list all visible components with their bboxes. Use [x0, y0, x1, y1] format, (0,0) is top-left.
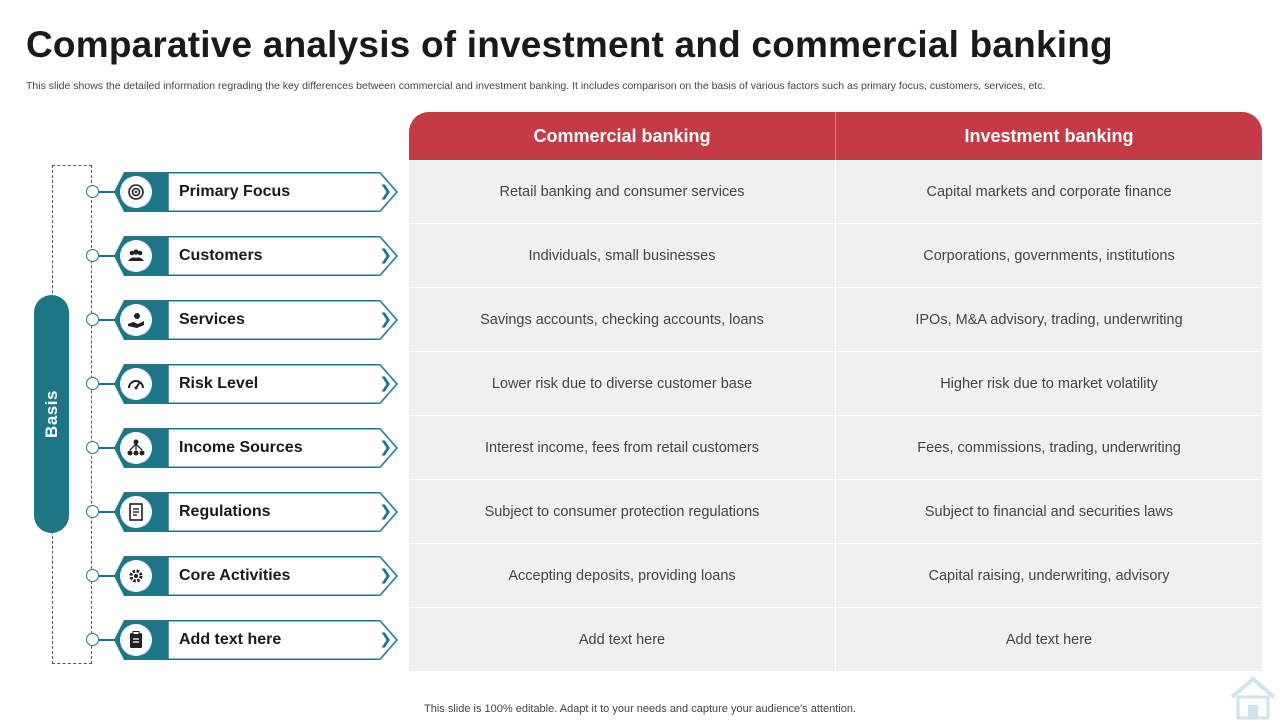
slide-subtitle: This slide shows the detailed information regrading the key differences between commercial and investment banking. It includes comparison on the basis of various factors such as primary focus, customers, services, etc.: [26, 80, 1046, 92]
connector-dot: [86, 569, 99, 582]
footer-text: This slide is 100% editable. Adapt it to your needs and capture your audience's attention.: [424, 703, 856, 715]
basis-item-risk-level: [86, 364, 398, 404]
cell-commercial: Interest income, fees from retail customers: [485, 439, 759, 456]
basis-label-text: Primary Focus: [179, 183, 291, 200]
footer-note: [0, 703, 1280, 715]
chevron-right-icon: ❯: [379, 311, 392, 328]
basis-label-text: Regulations: [179, 503, 271, 520]
basis-item-income-sources: [86, 428, 398, 468]
table-row: [409, 352, 1262, 416]
slide-title: Comparative analysis of investment and commercial banking: [26, 24, 1113, 65]
basis-label: Basis: [41, 390, 61, 438]
connector-dot: [86, 313, 99, 326]
cell-commercial: Accepting deposits, providing loans: [508, 567, 736, 584]
clipboard-icon: [120, 624, 152, 656]
target-icon: [120, 176, 152, 208]
chevron-right-icon: ❯: [379, 247, 392, 264]
basis-item-core-activities: [86, 556, 398, 596]
chevron-right-icon: ❯: [379, 503, 392, 520]
basis-label-text: Customers: [179, 247, 263, 264]
cell-investment: IPOs, M&A advisory, trading, underwriting: [835, 288, 1262, 351]
cell-investment: Fees, commissions, trading, underwriting: [835, 416, 1262, 479]
home-icon: [1228, 675, 1278, 720]
table-row: [409, 480, 1262, 544]
cell-investment: Add text here: [835, 608, 1262, 671]
connector-dot: [86, 633, 99, 646]
table-row: [409, 224, 1262, 288]
basis-label-text: Core Activities: [179, 567, 291, 584]
comparison-table: [409, 112, 1262, 672]
gauge-icon: [120, 368, 152, 400]
chevron-right-icon: ❯: [379, 439, 392, 456]
basis-item-primary-focus: [86, 172, 398, 212]
header-investment-banking: Investment banking: [835, 112, 1262, 160]
cell-investment: Capital raising, underwriting, advisory: [835, 544, 1262, 607]
connector-dot: [86, 505, 99, 518]
table-row: [409, 608, 1262, 672]
cell-commercial: Retail banking and consumer services: [499, 183, 745, 200]
table-row: [409, 416, 1262, 480]
basis-label-text: Services: [179, 311, 245, 328]
basis-label-text: Income Sources: [179, 439, 303, 456]
cell-investment: Subject to financial and securities laws: [835, 480, 1262, 543]
hierarchy-icon: [120, 432, 152, 464]
cell-commercial: Add text here: [578, 631, 666, 648]
cell-investment: Capital markets and corporate finance: [835, 160, 1262, 223]
chevron-right-icon: ❯: [379, 375, 392, 392]
chevron-right-icon: ❯: [379, 631, 392, 648]
basis-label-text: Risk Level: [179, 375, 259, 392]
gear-icon: [120, 560, 152, 592]
cell-commercial: Individuals, small businesses: [528, 247, 716, 264]
basis-item-add-text-here: [86, 620, 398, 660]
connector-dot: [86, 377, 99, 390]
chevron-right-icon: ❯: [379, 183, 392, 200]
cell-commercial: Savings accounts, checking accounts, loans: [480, 311, 764, 328]
basis-item-customers: [86, 236, 398, 276]
people-icon: [120, 240, 152, 272]
cell-commercial: Subject to consumer protection regulations: [484, 503, 760, 520]
table-row: [409, 544, 1262, 608]
table-row: [409, 288, 1262, 352]
connector-dot: [86, 441, 99, 454]
basis-item-regulations: [86, 492, 398, 532]
cell-investment: Corporations, governments, institutions: [835, 224, 1262, 287]
basis-pill: [34, 295, 69, 533]
cell-commercial: Lower risk due to diverse customer base: [491, 375, 753, 392]
connector-dot: [86, 185, 99, 198]
basis-label-text: Add text here: [179, 631, 282, 648]
connector-dot: [86, 249, 99, 262]
hand-money-icon: [120, 304, 152, 336]
header-commercial-banking: Commercial banking: [533, 125, 711, 146]
cell-investment: Higher risk due to market volatility: [835, 352, 1262, 415]
chevron-right-icon: ❯: [379, 567, 392, 584]
table-row: [409, 160, 1262, 224]
table-header: [409, 112, 1262, 160]
document-icon: [120, 496, 152, 528]
basis-item-services: [86, 300, 398, 340]
